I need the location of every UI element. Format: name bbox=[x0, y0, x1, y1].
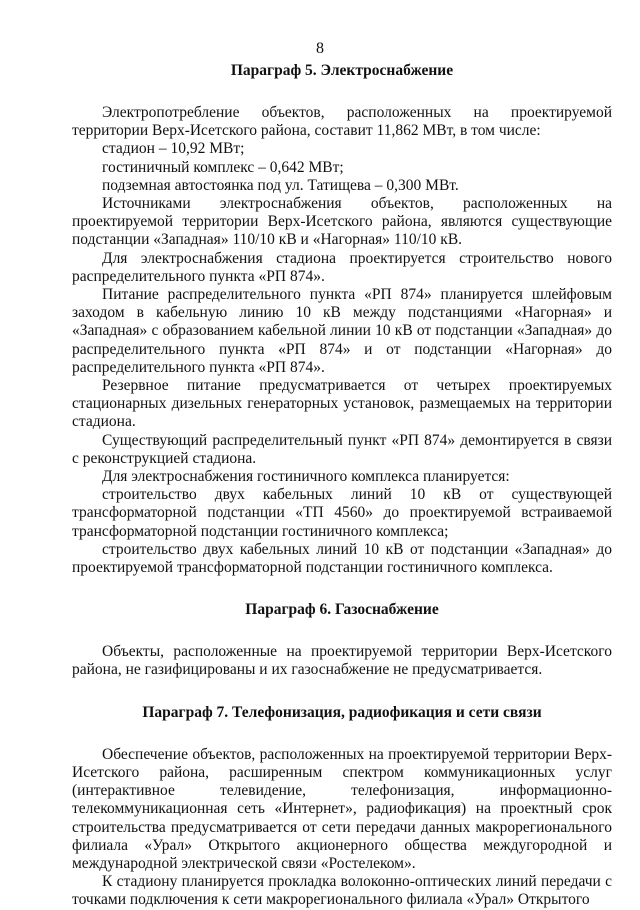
page-number: 8 bbox=[316, 40, 324, 57]
section-5-paragraph-6: Существующий распределительный пункт «РП 874» демонтируется в связи с реконструкцией стадиона. bbox=[72, 431, 612, 467]
section-7-paragraph-2: К стадиону планируется прокладка волоконно-оптических линий передачи с точками подключения к сети макрорегионального филиала «Урал» Открытого bbox=[72, 873, 612, 909]
section-5-paragraph-8: строительство двух кабельных линий 10 кВ от существующей трансформаторной подстанции «ТП 4560» до проектируемой встраиваемой трансформаторной подстанции гостиничного комплекса; bbox=[72, 486, 612, 540]
document-body bbox=[72, 62, 612, 910]
consumption-item-hotel: гостиничный комплекс – 0,642 МВт; bbox=[102, 158, 344, 176]
section-5-paragraph-3: Для электроснабжения стадиона проектируется строительство нового распределительного пункта «РП 874». bbox=[72, 249, 612, 285]
section-5-paragraph-5: Резервное питание предусматривается от четырех проектируемых стационарных дизельных генераторных установок, размещаемых на территории стадиона. bbox=[72, 377, 612, 431]
consumption-item-parking: подземная автостоянка под ул. Татищева – 0,300 МВт. bbox=[102, 176, 459, 194]
section-5-paragraph-9: строительство двух кабельных линий 10 кВ от подстанции «Западная» до проектируемой трансформаторной подстанции гостиничного комплекса. bbox=[72, 540, 612, 577]
section-7-paragraph-1: Обеспечение объектов, расположенных на проектируемой территории Верх-Исетского района, расширенным спектром коммуникационных услуг (интерактивное телевидение, телефонизация, информационно-телекоммуникационная сеть «Интернет», радиофикация) на проектный срок строительства предусматривается от сети передачи данных макрорегионального филиала «Урал» Открытого акционерного общества междугородной и международной электрической связи «Ростелеком». bbox=[72, 745, 612, 872]
section-5-heading: Параграф 5. Электроснабжение bbox=[230, 62, 454, 79]
section-5-paragraph-2: Источниками электроснабжения объектов, расположенных на проектируемой территории Верх-Исетского района, являются существующие подстанции «Западная» 110/10 кВ и «Нагорная» 110/10 кВ. bbox=[72, 195, 612, 249]
consumption-item-stadium: стадион – 10,92 МВт; bbox=[102, 140, 245, 158]
section-5-paragraph-7: Для электроснабжения гостиничного комплекса планируется: bbox=[102, 468, 510, 486]
section-5-paragraph-1: Электропотребление объектов, расположенных на проектируемой территории Верх-Исетского района, составит 11,862 МВт, в том числе: bbox=[72, 104, 612, 140]
section-5-paragraph-4: Питание распределительного пункта «РП 874» планируется шлейфовым заходом в кабельную линию 10 кВ между подстанциями «Нагорная» и «Западная» с образованием кабельной линии 10 кВ от подстанции «Западная» до распределительного пункта «РП 874» и от подстанции «Нагорная» до распределительного пункта «РП 874». bbox=[72, 286, 612, 376]
section-6-paragraph-1: Объекты, расположенные на проектируемой территории Верх-Исетского района, не газифицированы и их газоснабжение не предусматривается. bbox=[72, 643, 612, 679]
section-6-heading: Параграф 6. Газоснабжение bbox=[245, 601, 439, 619]
section-7-heading: Параграф 7. Телефонизация, радиофикация и сети связи bbox=[142, 703, 542, 721]
